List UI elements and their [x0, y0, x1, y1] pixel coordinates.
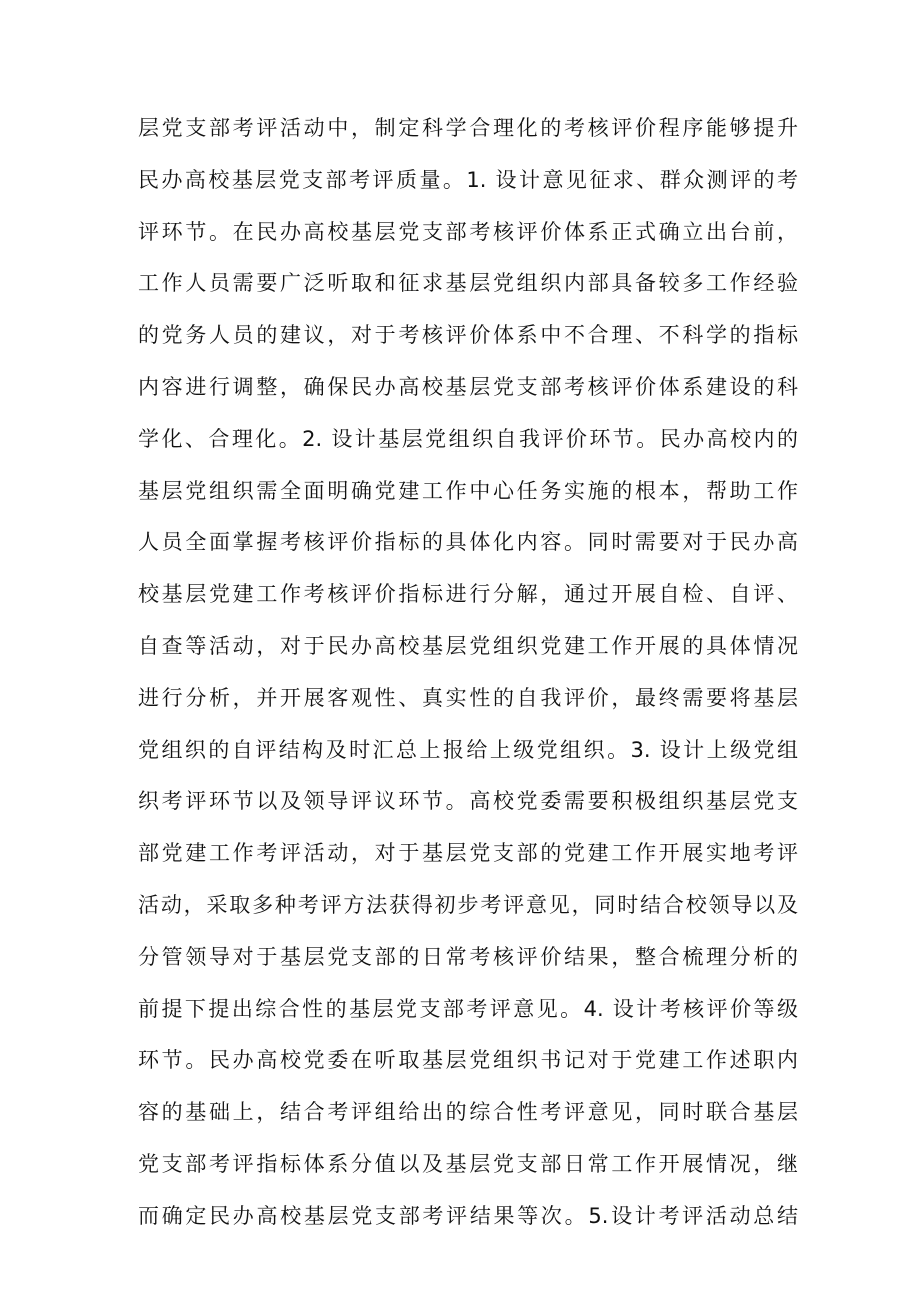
- text-line: 民办高校基层党支部考评质量。1. 设计意见征求、群众测评的考: [138, 167, 798, 192]
- text-line: 分管领导对于基层党支部的日常考核评价结果，整合梳理分析的: [138, 944, 798, 969]
- text-line: 基层党组织需全面明确党建工作中心任务实施的根本，帮助工作: [138, 478, 798, 503]
- text-line: 评环节。在民办高校基层党支部考核评价体系正式确立出台前，: [138, 219, 798, 244]
- text-line: 部党建工作考评活动，对于基层党支部的党建工作开展实地考评: [138, 841, 798, 866]
- text-line: 容的基础上，结合考评组给出的综合性考评意见，同时联合基层: [138, 1100, 798, 1125]
- text-line: 层党支部考评活动中，制定科学合理化的考核评价程序能够提升: [138, 116, 798, 140]
- text-line: 自查等活动，对于民办高校基层党组织党建工作开展的具体情况: [138, 633, 798, 658]
- text-line: 工作人员需要广泛听取和征求基层党组织内部具备较多工作经验: [138, 271, 798, 296]
- text-line: 进行分析，并开展客观性、真实性的自我评价，最终需要将基层: [138, 685, 798, 710]
- text-line: 的党务人员的建议，对于考核评价体系中不合理、不科学的指标: [138, 323, 798, 348]
- text-line: 环节。民办高校党委在听取基层党组织书记对于党建工作述职内: [138, 1048, 798, 1073]
- text-line: 人员全面掌握考核评价指标的具体化内容。同时需要对于民办高: [138, 530, 798, 555]
- text-line: 学化、合理化。2. 设计基层党组织自我评价环节。民办高校内的: [138, 426, 798, 451]
- text-line: 内容进行调整，确保民办高校基层党支部考核评价体系建设的科: [138, 374, 798, 399]
- text-line: 党支部考评指标体系分值以及基层党支部日常工作开展情况，继: [138, 1151, 798, 1176]
- text-line: 党组织的自评结构及时汇总上报给上级党组织。3. 设计上级党组: [138, 737, 798, 762]
- text-line: 织考评环节以及领导评议环节。高校党委需要积极组织基层党支: [138, 789, 798, 814]
- text-line: 前提下提出综合性的基层党支部考评意见。4. 设计考核评价等级: [138, 996, 798, 1021]
- text-line: 活动，采取多种考评方法获得初步考评意见，同时结合校领导以及: [138, 892, 798, 917]
- text-line: 而确定民办高校基层党支部考评结果等次。5.设计考评活动总结: [138, 1203, 798, 1228]
- body-paragraph: [138, 103, 798, 1243]
- text-line: 校基层党建工作考核评价指标进行分解，通过开展自检、自评、: [138, 582, 798, 607]
